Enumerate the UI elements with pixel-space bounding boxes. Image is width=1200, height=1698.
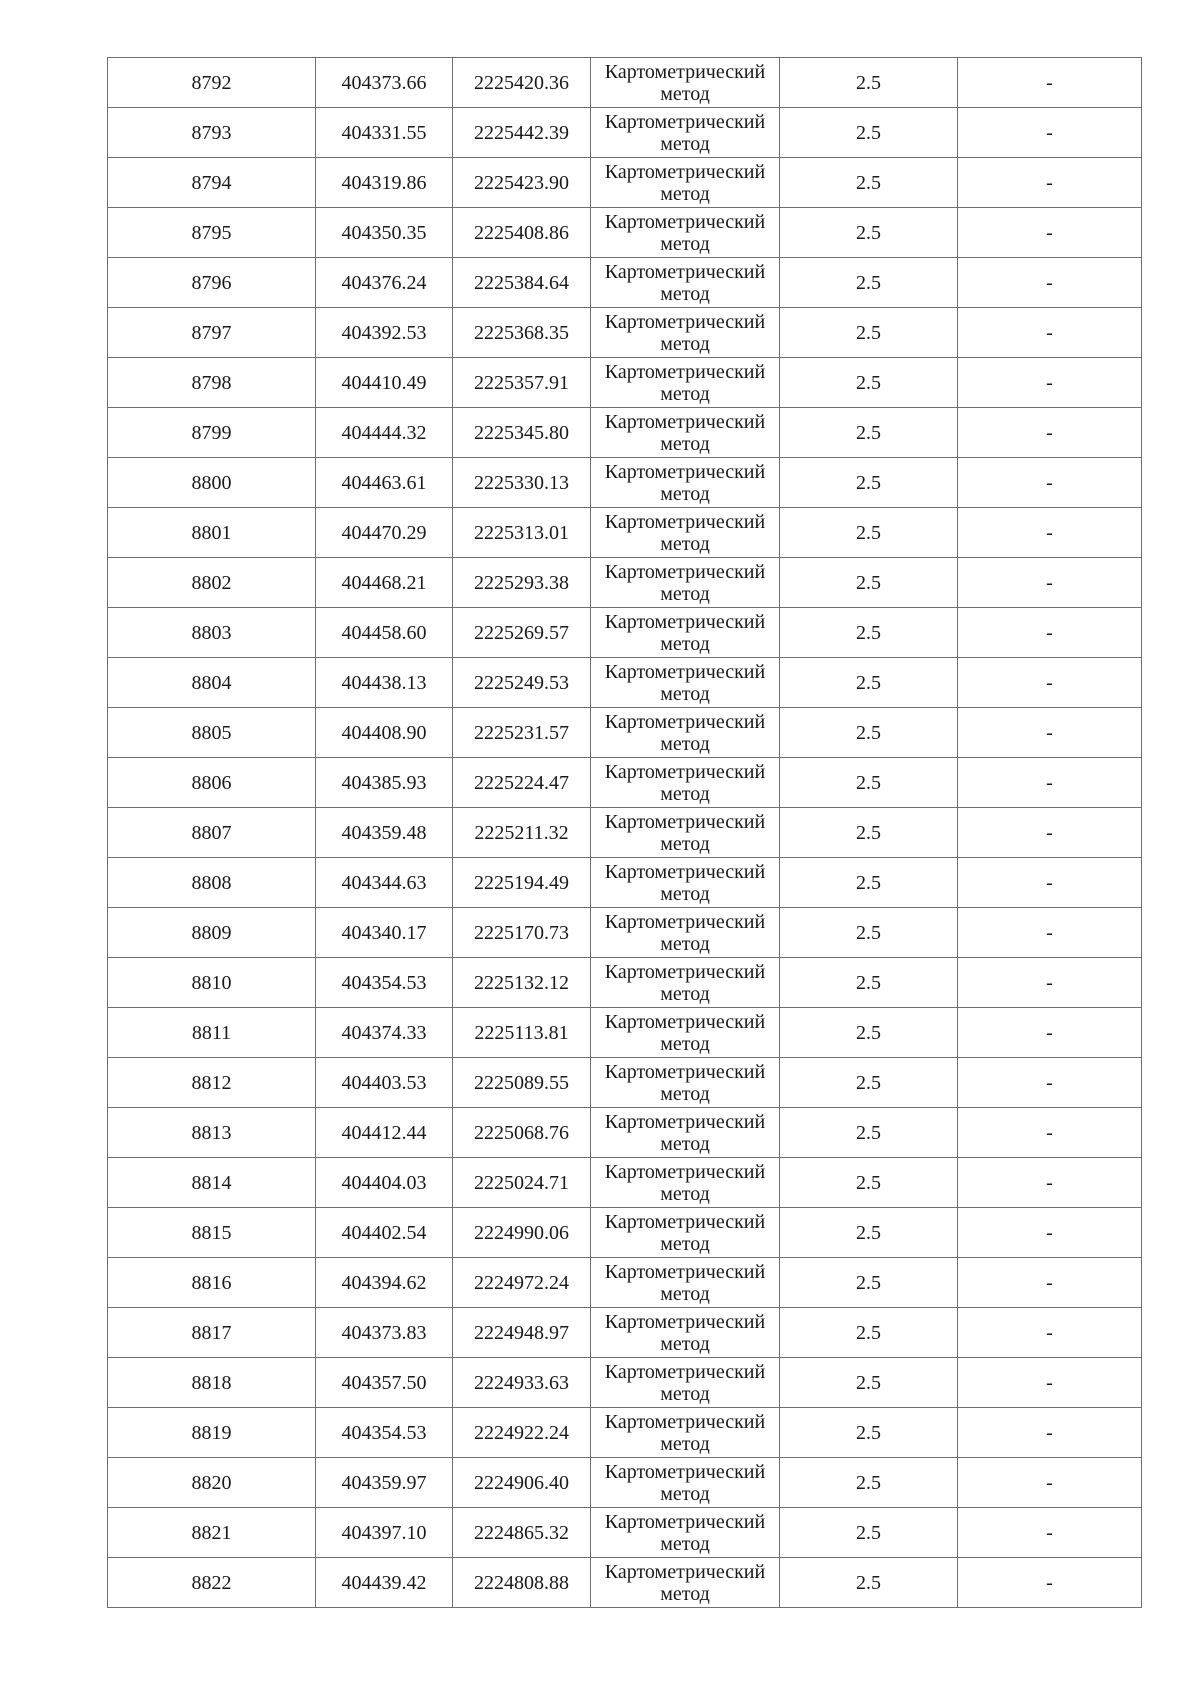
method-cell: [591, 208, 780, 258]
y-coordinate-cell: 2225423.90: [453, 158, 591, 208]
table-row: [108, 1508, 1142, 1558]
method-cell: [591, 1258, 780, 1308]
method-cell: [591, 158, 780, 208]
accuracy-cell: 2.5: [780, 1408, 958, 1458]
table-row: [108, 358, 1142, 408]
table-row: [108, 408, 1142, 458]
point-number-cell: 8801: [108, 508, 316, 558]
method-text-line2: метод: [660, 632, 710, 655]
method-text-line1: Картометрический: [604, 760, 766, 783]
method-text-line1: Картометрический: [604, 560, 766, 583]
method-text-line1: Картометрический: [604, 160, 766, 183]
table-row: [108, 958, 1142, 1008]
x-coordinate-cell: 404374.33: [316, 1008, 453, 1058]
y-coordinate-cell: 2225224.47: [453, 758, 591, 808]
accuracy-cell: 2.5: [780, 858, 958, 908]
method-text-line2: метод: [660, 732, 710, 755]
method-cell: [591, 508, 780, 558]
method-text-line1: Картометрический: [604, 1460, 766, 1483]
method-text-line1: Картометрический: [604, 1560, 766, 1583]
note-cell: -: [958, 1208, 1142, 1258]
x-coordinate-cell: 404373.66: [316, 58, 453, 108]
x-coordinate-cell: 404331.55: [316, 108, 453, 158]
table-row: [108, 1108, 1142, 1158]
accuracy-cell: 2.5: [780, 758, 958, 808]
method-cell: [591, 408, 780, 458]
table-row: [108, 1008, 1142, 1058]
accuracy-cell: 2.5: [780, 958, 958, 1008]
method-text-line1: Картометрический: [604, 410, 766, 433]
accuracy-cell: 2.5: [780, 1258, 958, 1308]
x-coordinate-cell: 404397.10: [316, 1508, 453, 1558]
y-coordinate-cell: 2224933.63: [453, 1358, 591, 1408]
method-text-line1: Картометрический: [604, 1110, 766, 1133]
method-cell: [591, 1508, 780, 1558]
method-cell: [591, 608, 780, 658]
method-cell: [591, 1208, 780, 1258]
table-row: [108, 258, 1142, 308]
note-cell: -: [958, 458, 1142, 508]
method-text-line2: метод: [660, 1032, 710, 1055]
x-coordinate-cell: 404359.97: [316, 1458, 453, 1508]
point-number-cell: 8795: [108, 208, 316, 258]
table-row: [108, 158, 1142, 208]
method-text-line2: метод: [660, 1382, 710, 1405]
x-coordinate-cell: 404408.90: [316, 708, 453, 758]
point-number-cell: 8794: [108, 158, 316, 208]
y-coordinate-cell: 2225170.73: [453, 908, 591, 958]
y-coordinate-cell: 2225024.71: [453, 1158, 591, 1208]
y-coordinate-cell: 2225408.86: [453, 208, 591, 258]
y-coordinate-cell: 2225211.32: [453, 808, 591, 858]
method-cell: [591, 108, 780, 158]
x-coordinate-cell: 404404.03: [316, 1158, 453, 1208]
table-row: [108, 1158, 1142, 1208]
method-cell: [591, 708, 780, 758]
x-coordinate-cell: 404359.48: [316, 808, 453, 858]
method-text-line2: метод: [660, 332, 710, 355]
table-row: [108, 208, 1142, 258]
x-coordinate-cell: 404357.50: [316, 1358, 453, 1408]
accuracy-cell: 2.5: [780, 1308, 958, 1358]
x-coordinate-cell: 404373.83: [316, 1308, 453, 1358]
accuracy-cell: 2.5: [780, 708, 958, 758]
point-number-cell: 8804: [108, 658, 316, 708]
x-coordinate-cell: 404470.29: [316, 508, 453, 558]
note-cell: -: [958, 58, 1142, 108]
x-coordinate-cell: 404350.35: [316, 208, 453, 258]
method-text-line1: Картометрический: [604, 1210, 766, 1233]
x-coordinate-cell: 404438.13: [316, 658, 453, 708]
accuracy-cell: 2.5: [780, 808, 958, 858]
method-cell: [591, 1008, 780, 1058]
method-cell: [591, 558, 780, 608]
y-coordinate-cell: 2225132.12: [453, 958, 591, 1008]
point-number-cell: 8797: [108, 308, 316, 358]
x-coordinate-cell: 404394.62: [316, 1258, 453, 1308]
method-cell: [591, 1408, 780, 1458]
method-cell: [591, 1308, 780, 1358]
note-cell: -: [958, 758, 1142, 808]
point-number-cell: 8793: [108, 108, 316, 158]
x-coordinate-cell: 404385.93: [316, 758, 453, 808]
accuracy-cell: 2.5: [780, 258, 958, 308]
point-number-cell: 8796: [108, 258, 316, 308]
method-text-line2: метод: [660, 832, 710, 855]
method-cell: [591, 58, 780, 108]
point-number-cell: 8808: [108, 858, 316, 908]
accuracy-cell: 2.5: [780, 58, 958, 108]
method-text-line1: Картометрический: [604, 1310, 766, 1333]
y-coordinate-cell: 2224972.24: [453, 1258, 591, 1308]
x-coordinate-cell: 404444.32: [316, 408, 453, 458]
method-text-line1: Картометрический: [604, 1160, 766, 1183]
method-text-line1: Картометрический: [604, 710, 766, 733]
note-cell: -: [958, 408, 1142, 458]
note-cell: -: [958, 1158, 1142, 1208]
table-row: [108, 708, 1142, 758]
note-cell: -: [958, 1408, 1142, 1458]
note-cell: -: [958, 158, 1142, 208]
point-number-cell: 8819: [108, 1408, 316, 1458]
x-coordinate-cell: 404319.86: [316, 158, 453, 208]
method-text-line1: Картометрический: [604, 260, 766, 283]
method-text-line1: Картометрический: [604, 660, 766, 683]
accuracy-cell: 2.5: [780, 158, 958, 208]
method-text-line2: метод: [660, 182, 710, 205]
note-cell: -: [958, 108, 1142, 158]
method-cell: [591, 258, 780, 308]
table-row: [108, 1308, 1142, 1358]
method-cell: [591, 308, 780, 358]
method-text-line2: метод: [660, 1132, 710, 1155]
method-text-line1: Картометрический: [604, 1060, 766, 1083]
note-cell: -: [958, 1458, 1142, 1508]
method-text-line2: метод: [660, 1082, 710, 1105]
x-coordinate-cell: 404402.54: [316, 1208, 453, 1258]
method-text-line1: Картометрический: [604, 210, 766, 233]
x-coordinate-cell: 404376.24: [316, 258, 453, 308]
point-number-cell: 8814: [108, 1158, 316, 1208]
x-coordinate-cell: 404468.21: [316, 558, 453, 608]
method-text-line1: Картометрический: [604, 60, 766, 83]
method-cell: [591, 1458, 780, 1508]
note-cell: -: [958, 858, 1142, 908]
accuracy-cell: 2.5: [780, 408, 958, 458]
accuracy-cell: 2.5: [780, 1158, 958, 1208]
method-cell: [591, 758, 780, 808]
note-cell: -: [958, 1108, 1142, 1158]
method-text-line1: Картометрический: [604, 110, 766, 133]
method-text-line2: метод: [660, 432, 710, 455]
accuracy-cell: 2.5: [780, 1058, 958, 1108]
table-row: [108, 758, 1142, 808]
point-number-cell: 8815: [108, 1208, 316, 1258]
table-row: [108, 858, 1142, 908]
table-row: [108, 1458, 1142, 1508]
accuracy-cell: 2.5: [780, 108, 958, 158]
accuracy-cell: 2.5: [780, 558, 958, 608]
method-text-line2: метод: [660, 382, 710, 405]
method-text-line2: метод: [660, 232, 710, 255]
x-coordinate-cell: 404354.53: [316, 958, 453, 1008]
accuracy-cell: 2.5: [780, 1208, 958, 1258]
point-number-cell: 8811: [108, 1008, 316, 1058]
method-text-line1: Картометрический: [604, 1510, 766, 1533]
y-coordinate-cell: 2224808.88: [453, 1558, 591, 1608]
method-text-line1: Картометрический: [604, 360, 766, 383]
accuracy-cell: 2.5: [780, 358, 958, 408]
coordinates-table: [107, 57, 1142, 1608]
method-cell: [591, 1058, 780, 1108]
table-row: [108, 1408, 1142, 1458]
x-coordinate-cell: 404392.53: [316, 308, 453, 358]
table-row: [108, 608, 1142, 658]
table-row: [108, 508, 1142, 558]
accuracy-cell: 2.5: [780, 1458, 958, 1508]
y-coordinate-cell: 2225313.01: [453, 508, 591, 558]
y-coordinate-cell: 2224922.24: [453, 1408, 591, 1458]
method-cell: [591, 808, 780, 858]
y-coordinate-cell: 2224865.32: [453, 1508, 591, 1558]
method-text-line1: Картометрический: [604, 1010, 766, 1033]
method-text-line1: Картометрический: [604, 1260, 766, 1283]
method-text-line1: Картометрический: [604, 810, 766, 833]
y-coordinate-cell: 2225384.64: [453, 258, 591, 308]
method-cell: [591, 958, 780, 1008]
note-cell: -: [958, 1508, 1142, 1558]
point-number-cell: 8810: [108, 958, 316, 1008]
method-cell: [591, 908, 780, 958]
note-cell: -: [958, 658, 1142, 708]
method-text-line2: метод: [660, 282, 710, 305]
accuracy-cell: 2.5: [780, 208, 958, 258]
note-cell: -: [958, 1058, 1142, 1108]
table-row: [108, 1258, 1142, 1308]
point-number-cell: 8807: [108, 808, 316, 858]
method-cell: [591, 458, 780, 508]
x-coordinate-cell: 404463.61: [316, 458, 453, 508]
y-coordinate-cell: 2225068.76: [453, 1108, 591, 1158]
table-row: [108, 458, 1142, 508]
note-cell: -: [958, 1358, 1142, 1408]
y-coordinate-cell: 2225194.49: [453, 858, 591, 908]
point-number-cell: 8818: [108, 1358, 316, 1408]
y-coordinate-cell: 2225420.36: [453, 58, 591, 108]
method-cell: [591, 1108, 780, 1158]
method-text-line2: метод: [660, 532, 710, 555]
method-text-line2: метод: [660, 1232, 710, 1255]
note-cell: -: [958, 908, 1142, 958]
y-coordinate-cell: 2224948.97: [453, 1308, 591, 1358]
point-number-cell: 8817: [108, 1308, 316, 1358]
y-coordinate-cell: 2225293.38: [453, 558, 591, 608]
y-coordinate-cell: 2225357.91: [453, 358, 591, 408]
point-number-cell: 8821: [108, 1508, 316, 1558]
table-row: [108, 908, 1142, 958]
y-coordinate-cell: 2225231.57: [453, 708, 591, 758]
note-cell: -: [958, 1008, 1142, 1058]
x-coordinate-cell: 404412.44: [316, 1108, 453, 1158]
y-coordinate-cell: 2224990.06: [453, 1208, 591, 1258]
accuracy-cell: 2.5: [780, 1358, 958, 1408]
point-number-cell: 8803: [108, 608, 316, 658]
method-cell: [591, 358, 780, 408]
table-row: [108, 1058, 1142, 1108]
method-text-line2: метод: [660, 132, 710, 155]
point-number-cell: 8798: [108, 358, 316, 408]
method-text-line2: метод: [660, 1482, 710, 1505]
table-row: [108, 58, 1142, 108]
method-text-line1: Картометрический: [604, 910, 766, 933]
table-row: [108, 1208, 1142, 1258]
table-row: [108, 1358, 1142, 1408]
point-number-cell: 8802: [108, 558, 316, 608]
y-coordinate-cell: 2225089.55: [453, 1058, 591, 1108]
method-text-line2: метод: [660, 982, 710, 1005]
note-cell: -: [958, 808, 1142, 858]
accuracy-cell: 2.5: [780, 508, 958, 558]
accuracy-cell: 2.5: [780, 458, 958, 508]
point-number-cell: 8820: [108, 1458, 316, 1508]
note-cell: -: [958, 1308, 1142, 1358]
point-number-cell: 8806: [108, 758, 316, 808]
x-coordinate-cell: 404340.17: [316, 908, 453, 958]
table-row: [108, 1558, 1142, 1608]
point-number-cell: 8816: [108, 1258, 316, 1308]
method-text-line2: метод: [660, 682, 710, 705]
method-cell: [591, 658, 780, 708]
accuracy-cell: 2.5: [780, 1008, 958, 1058]
y-coordinate-cell: 2225113.81: [453, 1008, 591, 1058]
table-row: [108, 308, 1142, 358]
method-text-line1: Картометрический: [604, 610, 766, 633]
method-text-line2: метод: [660, 1282, 710, 1305]
method-text-line2: метод: [660, 82, 710, 105]
method-text-line1: Картометрический: [604, 860, 766, 883]
x-coordinate-cell: 404458.60: [316, 608, 453, 658]
table-row: [108, 808, 1142, 858]
method-text-line1: Картометрический: [604, 310, 766, 333]
method-text-line2: метод: [660, 482, 710, 505]
accuracy-cell: 2.5: [780, 658, 958, 708]
x-coordinate-cell: 404354.53: [316, 1408, 453, 1458]
note-cell: -: [958, 958, 1142, 1008]
point-number-cell: 8800: [108, 458, 316, 508]
note-cell: -: [958, 1558, 1142, 1608]
note-cell: -: [958, 208, 1142, 258]
note-cell: -: [958, 708, 1142, 758]
note-cell: -: [958, 558, 1142, 608]
x-coordinate-cell: 404410.49: [316, 358, 453, 408]
note-cell: -: [958, 258, 1142, 308]
method-text-line1: Картометрический: [604, 960, 766, 983]
y-coordinate-cell: 2225442.39: [453, 108, 591, 158]
coordinates-table-body: [108, 58, 1142, 1608]
accuracy-cell: 2.5: [780, 1558, 958, 1608]
point-number-cell: 8792: [108, 58, 316, 108]
x-coordinate-cell: 404344.63: [316, 858, 453, 908]
note-cell: -: [958, 358, 1142, 408]
point-number-cell: 8799: [108, 408, 316, 458]
accuracy-cell: 2.5: [780, 1108, 958, 1158]
accuracy-cell: 2.5: [780, 908, 958, 958]
y-coordinate-cell: 2225249.53: [453, 658, 591, 708]
table-row: [108, 108, 1142, 158]
table-row: [108, 558, 1142, 608]
method-cell: [591, 858, 780, 908]
x-coordinate-cell: 404439.42: [316, 1558, 453, 1608]
accuracy-cell: 2.5: [780, 308, 958, 358]
point-number-cell: 8809: [108, 908, 316, 958]
method-text-line1: Картометрический: [604, 1410, 766, 1433]
method-text-line2: метод: [660, 1182, 710, 1205]
method-cell: [591, 1558, 780, 1608]
method-text-line2: метод: [660, 1532, 710, 1555]
point-number-cell: 8822: [108, 1558, 316, 1608]
accuracy-cell: 2.5: [780, 1508, 958, 1558]
method-text-line2: метод: [660, 782, 710, 805]
point-number-cell: 8813: [108, 1108, 316, 1158]
method-cell: [591, 1358, 780, 1408]
accuracy-cell: 2.5: [780, 608, 958, 658]
note-cell: -: [958, 608, 1142, 658]
note-cell: -: [958, 508, 1142, 558]
y-coordinate-cell: 2225345.80: [453, 408, 591, 458]
point-number-cell: 8805: [108, 708, 316, 758]
method-text-line1: Картометрический: [604, 1360, 766, 1383]
method-text-line1: Картометрический: [604, 460, 766, 483]
y-coordinate-cell: 2225368.35: [453, 308, 591, 358]
y-coordinate-cell: 2224906.40: [453, 1458, 591, 1508]
method-cell: [591, 1158, 780, 1208]
method-text-line2: метод: [660, 1332, 710, 1355]
x-coordinate-cell: 404403.53: [316, 1058, 453, 1108]
method-text-line2: метод: [660, 1582, 710, 1605]
y-coordinate-cell: 2225330.13: [453, 458, 591, 508]
point-number-cell: 8812: [108, 1058, 316, 1108]
method-text-line2: метод: [660, 932, 710, 955]
method-text-line1: Картометрический: [604, 510, 766, 533]
note-cell: -: [958, 1258, 1142, 1308]
method-text-line2: метод: [660, 582, 710, 605]
table-row: [108, 658, 1142, 708]
method-text-line2: метод: [660, 882, 710, 905]
note-cell: -: [958, 308, 1142, 358]
method-text-line2: метод: [660, 1432, 710, 1455]
y-coordinate-cell: 2225269.57: [453, 608, 591, 658]
